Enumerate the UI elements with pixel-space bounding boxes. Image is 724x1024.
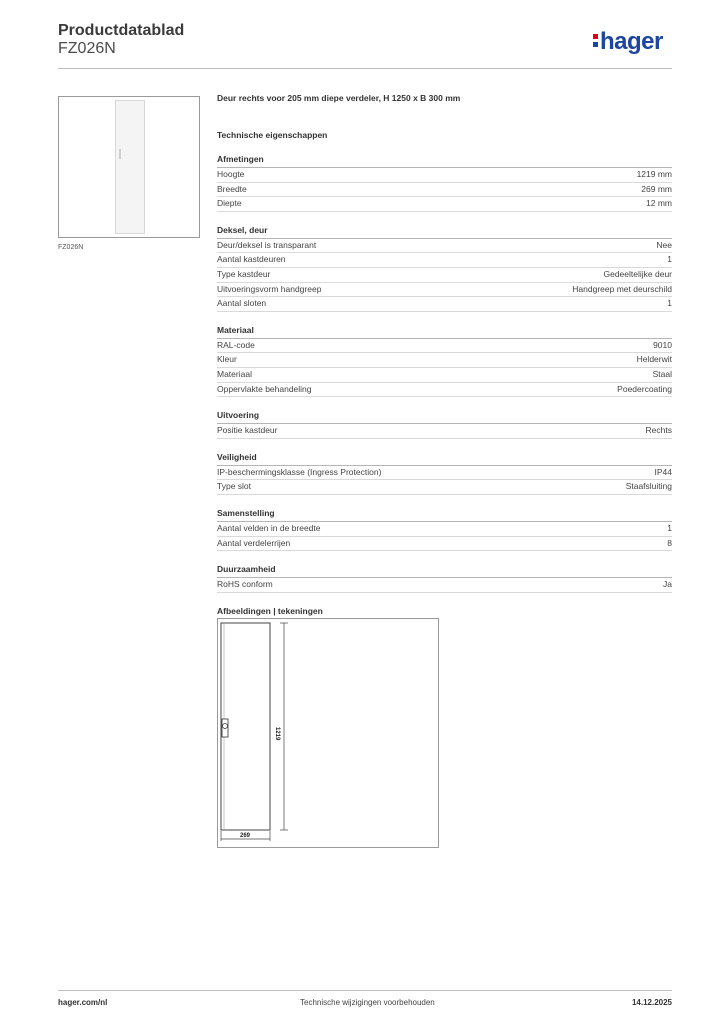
spec-value: 1: [667, 522, 672, 533]
spec-group: [217, 563, 672, 593]
spec-label: Kleur: [217, 354, 237, 365]
spec-group-title: Veiligheid: [217, 451, 672, 466]
spec-panel: [217, 92, 672, 617]
header-divider: [58, 68, 672, 69]
spec-row: [217, 168, 672, 183]
door-drawing-svg: [218, 619, 438, 847]
spec-value: Helderwit: [636, 354, 672, 365]
spec-value: 1219 mm: [636, 169, 672, 179]
spec-value: Gedeeltelijke deur: [603, 268, 672, 279]
spec-label: Uitvoeringsvorm handgreep: [217, 283, 322, 294]
spec-row: [217, 522, 672, 537]
spec-label: Type slot: [217, 481, 252, 492]
images-heading: Afbeeldingen | tekeningen: [217, 605, 323, 616]
spec-group: [217, 324, 672, 397]
spec-value: Rechts: [645, 425, 672, 436]
spec-row: [217, 466, 672, 481]
product-description: Deur rechts voor 205 mm diepe verdeler, H 1250 x B 300 mm: [217, 93, 461, 103]
spec-value: 1: [667, 298, 672, 309]
width-dimension: 269: [240, 833, 251, 839]
spec-value: Nee: [656, 239, 672, 250]
spec-group: [217, 409, 672, 439]
spec-value: Ja: [663, 579, 672, 590]
spec-value: 269 mm: [641, 183, 672, 194]
spec-value: 8: [667, 537, 672, 548]
spec-row: [217, 537, 672, 552]
spec-label: Type kastdeur: [217, 268, 271, 279]
spec-row: [217, 424, 672, 439]
spec-group-title: Afmetingen: [217, 153, 672, 168]
spec-group-title: Deksel, deur: [217, 224, 672, 239]
spec-group: [217, 451, 672, 495]
spec-row: [217, 183, 672, 198]
spec-row: [217, 480, 672, 495]
spec-group: [217, 507, 672, 551]
spec-row: [217, 368, 672, 383]
spec-group-title: Uitvoering: [217, 409, 672, 424]
spec-row: [217, 353, 672, 368]
logo-dots-icon: [593, 28, 598, 47]
product-code: FZ026N: [58, 40, 116, 57]
spec-row: [217, 268, 672, 283]
logo-text: hager: [600, 28, 663, 55]
spec-label: Aantal kastdeuren: [217, 254, 286, 265]
spec-groups: [217, 153, 672, 593]
spec-label: Aantal verdelerrijen: [217, 537, 291, 548]
technical-drawing: [217, 618, 439, 848]
spec-label: Diepte: [217, 198, 242, 209]
footer-disclaimer: Technische wijzigingen voorbehouden: [300, 998, 435, 1007]
spec-value: 9010: [653, 339, 672, 350]
spec-group-title: Samenstelling: [217, 507, 672, 522]
spec-label: Deur/deksel is transparant: [217, 239, 317, 250]
spec-row: [217, 197, 672, 212]
spec-value: Poedercoating: [617, 383, 672, 394]
page-title: Productdatablad: [58, 22, 185, 39]
spec-row: [217, 383, 672, 398]
spec-label: Breedte: [217, 183, 247, 194]
spec-label: Positie kastdeur: [217, 425, 278, 436]
spec-row: [217, 578, 672, 593]
spec-value: 12 mm: [646, 198, 672, 209]
spec-group-title: Duurzaamheid: [217, 563, 672, 578]
spec-value: 1: [667, 254, 672, 265]
spec-group-title: Materiaal: [217, 324, 672, 339]
spec-row: [217, 339, 672, 354]
tech-heading: Technische eigenschappen: [217, 130, 328, 140]
spec-row: [217, 253, 672, 268]
spec-group: [217, 224, 672, 312]
spec-label: IP-beschermingsklasse (Ingress Protection): [217, 466, 382, 477]
spec-value: Handgreep met deurschild: [572, 283, 672, 294]
spec-group: [217, 153, 672, 212]
spec-value: Staal: [652, 368, 672, 379]
spec-label: Oppervlakte behandeling: [217, 383, 312, 394]
spec-value: Staafsluiting: [625, 481, 672, 492]
door-icon: [115, 100, 145, 234]
spec-label: Aantal sloten: [217, 298, 267, 309]
footer-date: 14.12.2025: [631, 998, 672, 1007]
spec-label: RAL-code: [217, 339, 255, 350]
spec-row: [217, 297, 672, 312]
footer-website-link[interactable]: hager.com/nl: [58, 998, 108, 1007]
spec-row: [217, 239, 672, 254]
spec-label: Materiaal: [217, 368, 252, 379]
spec-label: Hoogte: [217, 169, 245, 179]
height-dimension: 1219: [274, 727, 280, 741]
product-thumbnail: [58, 96, 200, 238]
spec-row: [217, 283, 672, 298]
spec-label: RoHS conform: [217, 579, 273, 590]
spec-value: IP44: [654, 466, 672, 477]
spec-label: Aantal velden in de breedte: [217, 522, 321, 533]
hager-logo[interactable]: [593, 28, 663, 56]
footer-divider: [58, 990, 672, 991]
thumbnail-caption: FZ026N: [58, 244, 84, 251]
